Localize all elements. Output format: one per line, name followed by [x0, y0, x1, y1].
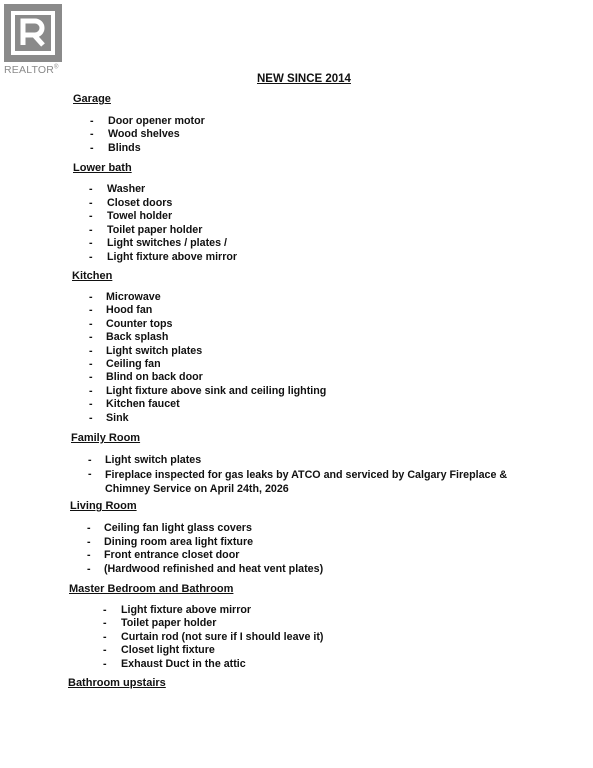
list-item: - Blinds — [90, 141, 141, 154]
realtor-r-icon — [10, 10, 56, 56]
list-item: - Ceiling fan light glass covers — [87, 522, 252, 534]
list-item: - Light switch plates — [88, 454, 202, 466]
realtor-logo — [4, 4, 70, 76]
section-family-room — [71, 432, 508, 496]
list-item: - Light fixture above mirror — [89, 250, 238, 263]
section-living-room — [70, 500, 324, 576]
section-heading: Family Room — [71, 432, 141, 444]
section-bathroom-upstairs — [68, 677, 166, 690]
realtor-logo-mark — [4, 4, 62, 62]
list-item: - Microwave — [89, 291, 161, 303]
list-item: - Ceiling fan — [89, 357, 161, 370]
section-master-bedroom — [69, 583, 324, 671]
list-item: - Hood fan — [89, 304, 153, 317]
list-item: - Counter tops — [89, 317, 173, 330]
list-item: - Curtain rod (not sure if I should leave it) — [103, 630, 324, 643]
list-item: - Door opener motor — [90, 115, 205, 127]
section-heading: Master Bedroom and Bathroom — [69, 583, 234, 595]
list-item: - Light fixture above sink and ceiling lighting — [89, 384, 327, 397]
list-item: - Blind on back door — [89, 371, 203, 384]
list-item: - Toilet paper holder — [89, 223, 203, 236]
realtor-logo-text: REALTOR® — [4, 64, 59, 76]
list-item: - Towel holder — [89, 210, 173, 222]
list-item: - Light switch plates — [89, 344, 203, 357]
list-item: - Back splash — [89, 331, 169, 344]
section-lower-bath — [73, 162, 238, 264]
list-item: - Light switches / plates / — [89, 237, 227, 249]
section-garage — [73, 93, 205, 155]
section-heading: Lower bath — [73, 162, 132, 174]
list-item: - Washer — [89, 183, 146, 195]
section-heading: Kitchen — [72, 270, 113, 282]
list-item: - Sink — [89, 411, 129, 424]
list-item: - Dining room area light fixture — [87, 535, 254, 548]
list-item: - Front entrance closet door — [87, 549, 240, 561]
list-item: - Kitchen faucet — [89, 398, 180, 411]
document-title: NEW SINCE 2014 — [257, 73, 351, 85]
list-item: - Wood shelves — [90, 128, 180, 141]
section-kitchen — [72, 270, 327, 425]
list-item: - Exhaust Duct in the attic — [103, 657, 246, 670]
list-item: - (Hardwood refinished and heat vent plates) — [87, 562, 324, 575]
section-heading: Garage — [73, 93, 111, 105]
section-heading: Bathroom upstairs — [68, 677, 166, 689]
section-heading: Living Room — [70, 500, 137, 512]
list-item: - Closet light fixture — [103, 644, 215, 657]
list-item: - Fireplace inspected for gas leaks by ATCO and serviced by Calgary Fireplace & Chimney Service on April 24th, 2026 — [88, 467, 508, 495]
list-item: - Closet doors — [89, 196, 173, 209]
list-item: - Toilet paper holder — [103, 617, 217, 630]
list-item: - Light fixture above mirror — [103, 604, 252, 616]
